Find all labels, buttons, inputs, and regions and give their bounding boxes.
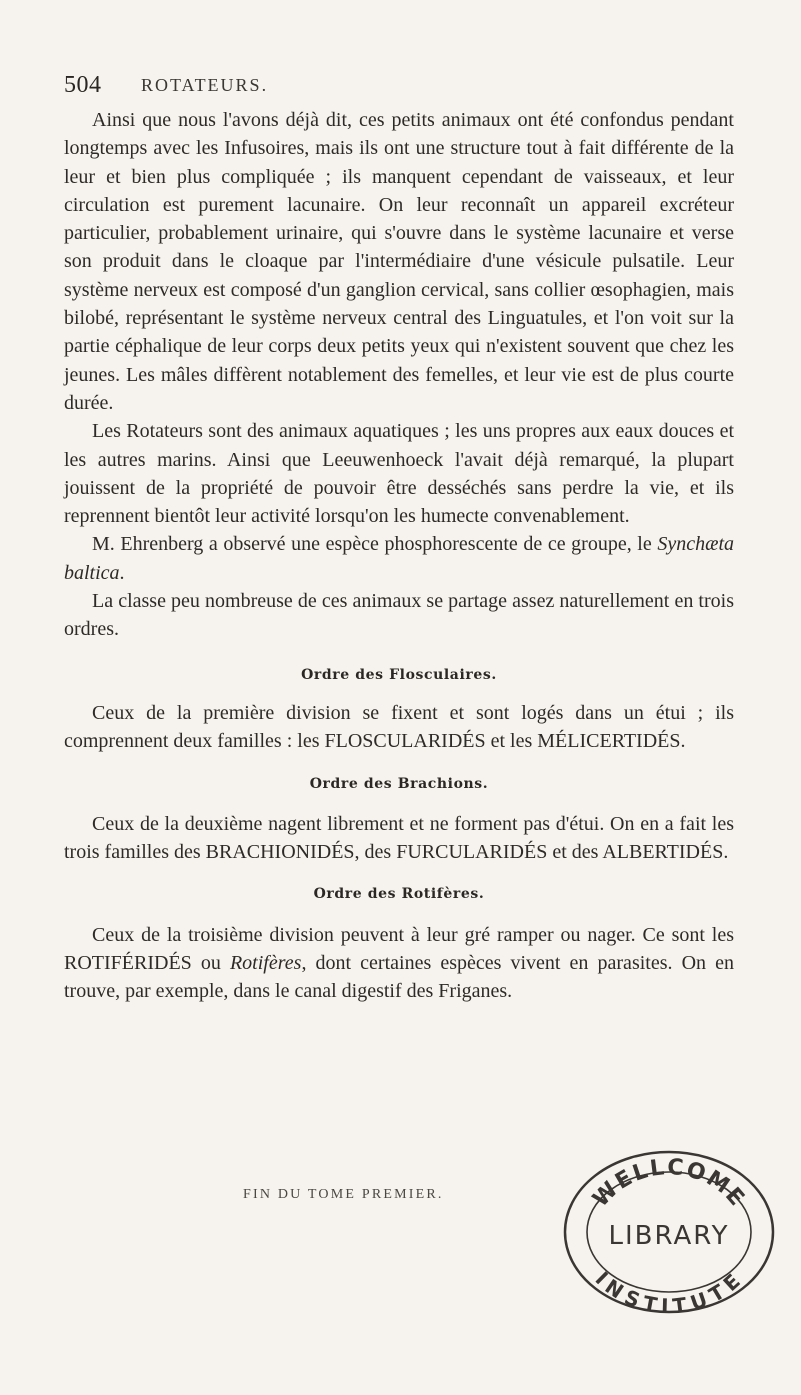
- running-head: ROTATEURS.: [141, 75, 269, 95]
- paragraph-phosphorescent: [64, 530, 734, 587]
- section-title-flosculaires: Ordre des Flosculaires.: [301, 666, 497, 683]
- section-title-brachions: Ordre des Brachions.: [309, 775, 489, 792]
- paragraph-rotiferes-text: Ceux de la troisième division peuvent à leur gré ramper ou nager. Ce sont les ROTIFÉRIDÉS ou: [64, 923, 734, 975]
- end-of-volume-note: FIN DU TOME PREMIER.: [243, 1187, 444, 1202]
- paragraph-rotiferes-end: , dont certaines espèces vivent en parasites. On en trouve, par exemple, dans le canal digestif des Friganes.: [64, 952, 734, 1003]
- paragraph-classification: La classe peu nombreuse de ces animaux se partage assez naturellement en trois ordres.: [64, 590, 734, 641]
- stamp-bottom-text: INSTITUTE: [590, 1266, 747, 1319]
- page-number: 504: [64, 72, 102, 98]
- section-title-rotiferes: Ordre des Rotifères.: [313, 886, 485, 903]
- paragraph-habitat: Les Rotateurs sont des animaux aquatiques ; les uns propres aux eaux douces et les autres marins. Ainsi que Leeuwenhoeck l'avait déjà remarqué, la plupart jouissent de la propriété de pouvoir être desséchés sans perdre la vie, et ils reprennent bientôt leur activité lorsqu'on les humecte convenablement.: [64, 420, 734, 528]
- species-name-synchaeta: Synchæta baltica: [64, 533, 734, 584]
- paragraph-phosphorescent-end: .: [119, 561, 125, 584]
- stamp-top-text: WELLCOME: [588, 1154, 751, 1213]
- stamp-library-text: LIBRARY: [608, 1221, 730, 1251]
- library-stamp-graphic: [560, 1144, 778, 1319]
- term-rotiferes: Rotifères: [229, 952, 302, 975]
- paragraph-brachions: Ceux de la deuxième nagent librement et ne forment pas d'étui. On en a fait les trois familles des BRACHIONIDÉS, des FURCULARIDÉS et des ALBERTIDÉS.: [64, 812, 734, 864]
- paragraph-structure: Ainsi que nous l'avons déjà dit, ces petits animaux ont été confondus pendant longtemps avec les Infusoires, mais ils ont une structure tout à fait différente de la leur et bien plus compliquée ; ils manquent cependant de vaisseaux, et leur circulation est purement lacunaire. On leur reconnaît un appareil excréteur particulier, probablement urinaire, qui s'ouvre dans le système lacunaire et verse son produit dans le cloaque par l'intermédiaire d'une vésicule pulsatile. Leur système nerveux est composé d'un ganglion cervical, sans collier œsophagien, mais bilobé, représentant le système nerveux central des Linguatules, et l'on voit sur la partie céphalique de leur corps deux petits yeux qui n'existent souvent que chez les jeunes. Les mâles diffèrent notablement des femelles, et leur vie est de plus courte durée.: [64, 109, 734, 414]
- paragraph-phosphorescent-text: M. Ehrenberg a observé une espèce phosphorescente de ce groupe, le: [92, 533, 658, 556]
- page-header: [64, 72, 734, 100]
- library-stamp: [560, 1144, 778, 1319]
- paragraph-flosculaires: Ceux de la première division se fixent et sont logés dans un étui ; ils comprennent deux familles : les FLOSCULARIDÉS et les MÉLICERTIDÉS.: [64, 701, 734, 753]
- paragraph-rotiferes: [64, 921, 734, 1006]
- page-body: [64, 106, 734, 1006]
